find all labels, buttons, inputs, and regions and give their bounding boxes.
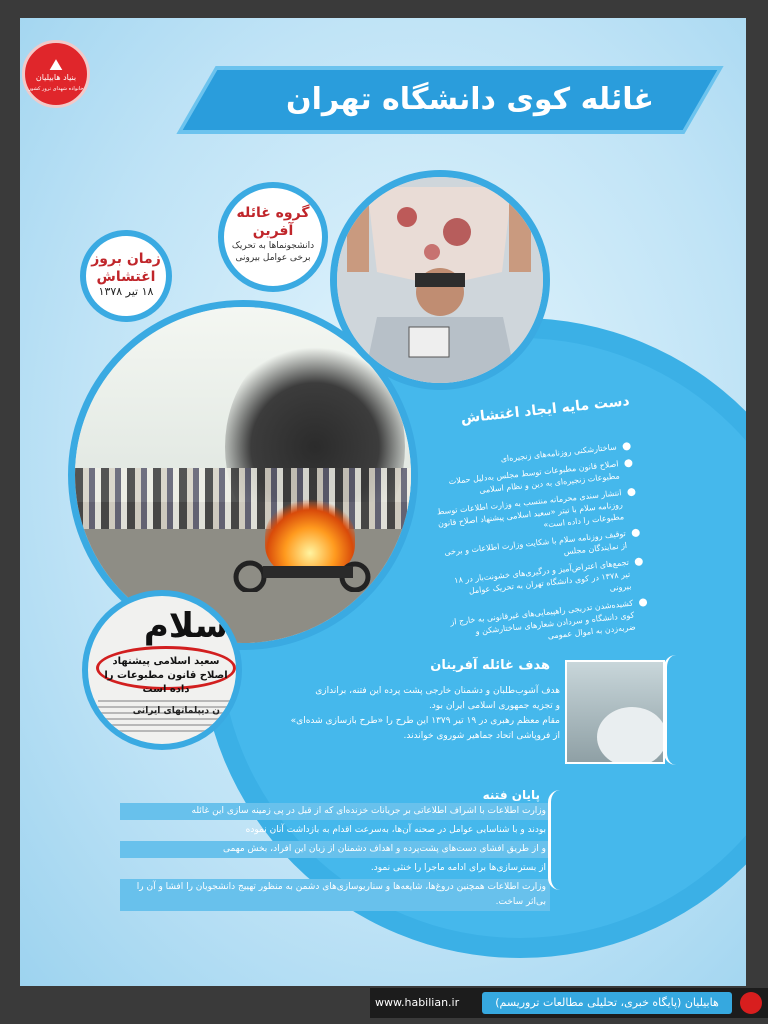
list-item: اصلاح قانون مطبوعات توسط مجلس به‌دلیل حملات مطبوعات زنجیره‌ای به دین و نظام اسلامی [433, 457, 634, 502]
tear-gas-photo [565, 660, 665, 764]
causes-list [431, 440, 651, 658]
time-bubble-content [86, 236, 166, 298]
footer-logo-icon [740, 992, 762, 1014]
protester-illustration [337, 177, 543, 383]
page-title: غائله کوی دانشگاه تهران [285, 82, 655, 117]
logo-subtext: خانواده شهدای ترور کشور [28, 86, 84, 92]
end-line: وزارت اطلاعات با اشراف اطلاعاتی بر جریانات خزنده‌ای که از قبل در پی زمینه سازی این غائله [120, 803, 550, 820]
goal-line: از فروپاشی اتحاد جماهیر شوروی خواندند. [403, 731, 560, 741]
footer-tagline: هابیلیان (پایگاه خبری، تحلیلی مطالعات تروریسم) [482, 992, 732, 1014]
list-item: کشیده‌شدن تدریجی راهپیمایی‌های غیرقانونی به خارج از کوی دانشگاه و سردادن شعارهای ساختارشکن و ضربه‌زدن به اموال عمومی [448, 596, 651, 653]
group-bubble-content [224, 188, 322, 264]
list-item: تجمع‌های اعتراض‌آمیز و درگیری‌های خشونت‌بار در ۱۸ تیر ۱۳۷۸ در کوی دانشگاه تهران به تحریک عوامل بیرونی [443, 555, 646, 612]
newspaper-headline: سعید اسلامی پیشنهاد اصلاح قانون مطبوعات را داده است [96, 646, 236, 690]
group-label: گروه غائله آفرین [236, 205, 310, 239]
newspaper-subline: ن دیپلماتهای ایرانی [132, 706, 220, 716]
goal-line: هدف آشوب‌طلبان و دشمنان خارجی پشت پرده این فتنه، براندازی [315, 686, 560, 696]
list-item: انتشار سندی محرمانه منتسب به وزارت اطلاعات توسط روزنامه سلام با تیتر «سعید اسلامی پیشنهاد اصلاح قانون مطبوعات را داده است» [436, 486, 639, 543]
end-line: بودند و با شناسایی عوامل در صحنه آن‌ها، به‌سرعت اقدام به بازداشت آنان نموده [245, 825, 546, 835]
time-value: ۱۸ تیر ۱۳۷۸ [98, 285, 154, 298]
time-bubble [80, 230, 172, 322]
logo-mark-icon: ⛰ [49, 55, 63, 74]
causes-heading: دست مایه ایجاد اغتشاش [460, 393, 631, 427]
group-bubble [218, 182, 328, 292]
goal-heading: هدف غائله آفرینان [430, 658, 550, 673]
newspaper-text-lines [98, 696, 238, 736]
group-value: دانشجونماها به تحریک برخی عوامل بیرونی [231, 241, 315, 263]
protester-photo [330, 170, 550, 390]
tear-gas-cloud [597, 707, 665, 764]
logo-text: بنیاد هابیلیان [35, 73, 77, 82]
burning-motorbike [225, 552, 385, 592]
end-line: وزارت اطلاعات همچنین دروغ‌ها، شایعه‌ها و سناریوسازی‌های دشمن به منظور تهییج دانشجویان را افشا و آن را بی‌اثر ساخت. [120, 879, 550, 911]
list-item: ساختارشکنی روزنامه‌های زنجیره‌ای [431, 440, 631, 473]
photo-crowd [75, 468, 411, 528]
list-item: توقیف روزنامه سلام با شکایت وزارت اطلاعات و برخی از نمایندگان مجلس [440, 527, 641, 572]
goal-line: و تجزیه جمهوری اسلامی ایران بود. [428, 701, 560, 711]
footer-url[interactable]: www.habilian.ir [375, 996, 460, 1009]
end-text [120, 803, 550, 913]
end-line: از بسترسازی‌ها برای ادامه ماجرا را خنثی نمود. [370, 863, 546, 873]
goal-brace [664, 655, 687, 765]
end-heading: پایان فتنه [482, 788, 540, 802]
end-line: و از طریق افشای دست‌های پشت‌پرده و اهداف دشمنان از زبان این افراد، بخش مهمی [120, 841, 550, 858]
newspaper-clipping [82, 590, 242, 750]
newspaper-masthead: سلام [143, 606, 228, 646]
time-label: زمان بروز اغتشاش [91, 251, 161, 285]
goal-text [290, 684, 560, 744]
goal-line: مقام معظم رهبری در ۱۹ تیر ۱۳۷۹ این طرح را «طرح بازسازی شده‌ای» [290, 716, 560, 726]
habilian-logo [22, 40, 90, 108]
end-brace [548, 790, 569, 890]
